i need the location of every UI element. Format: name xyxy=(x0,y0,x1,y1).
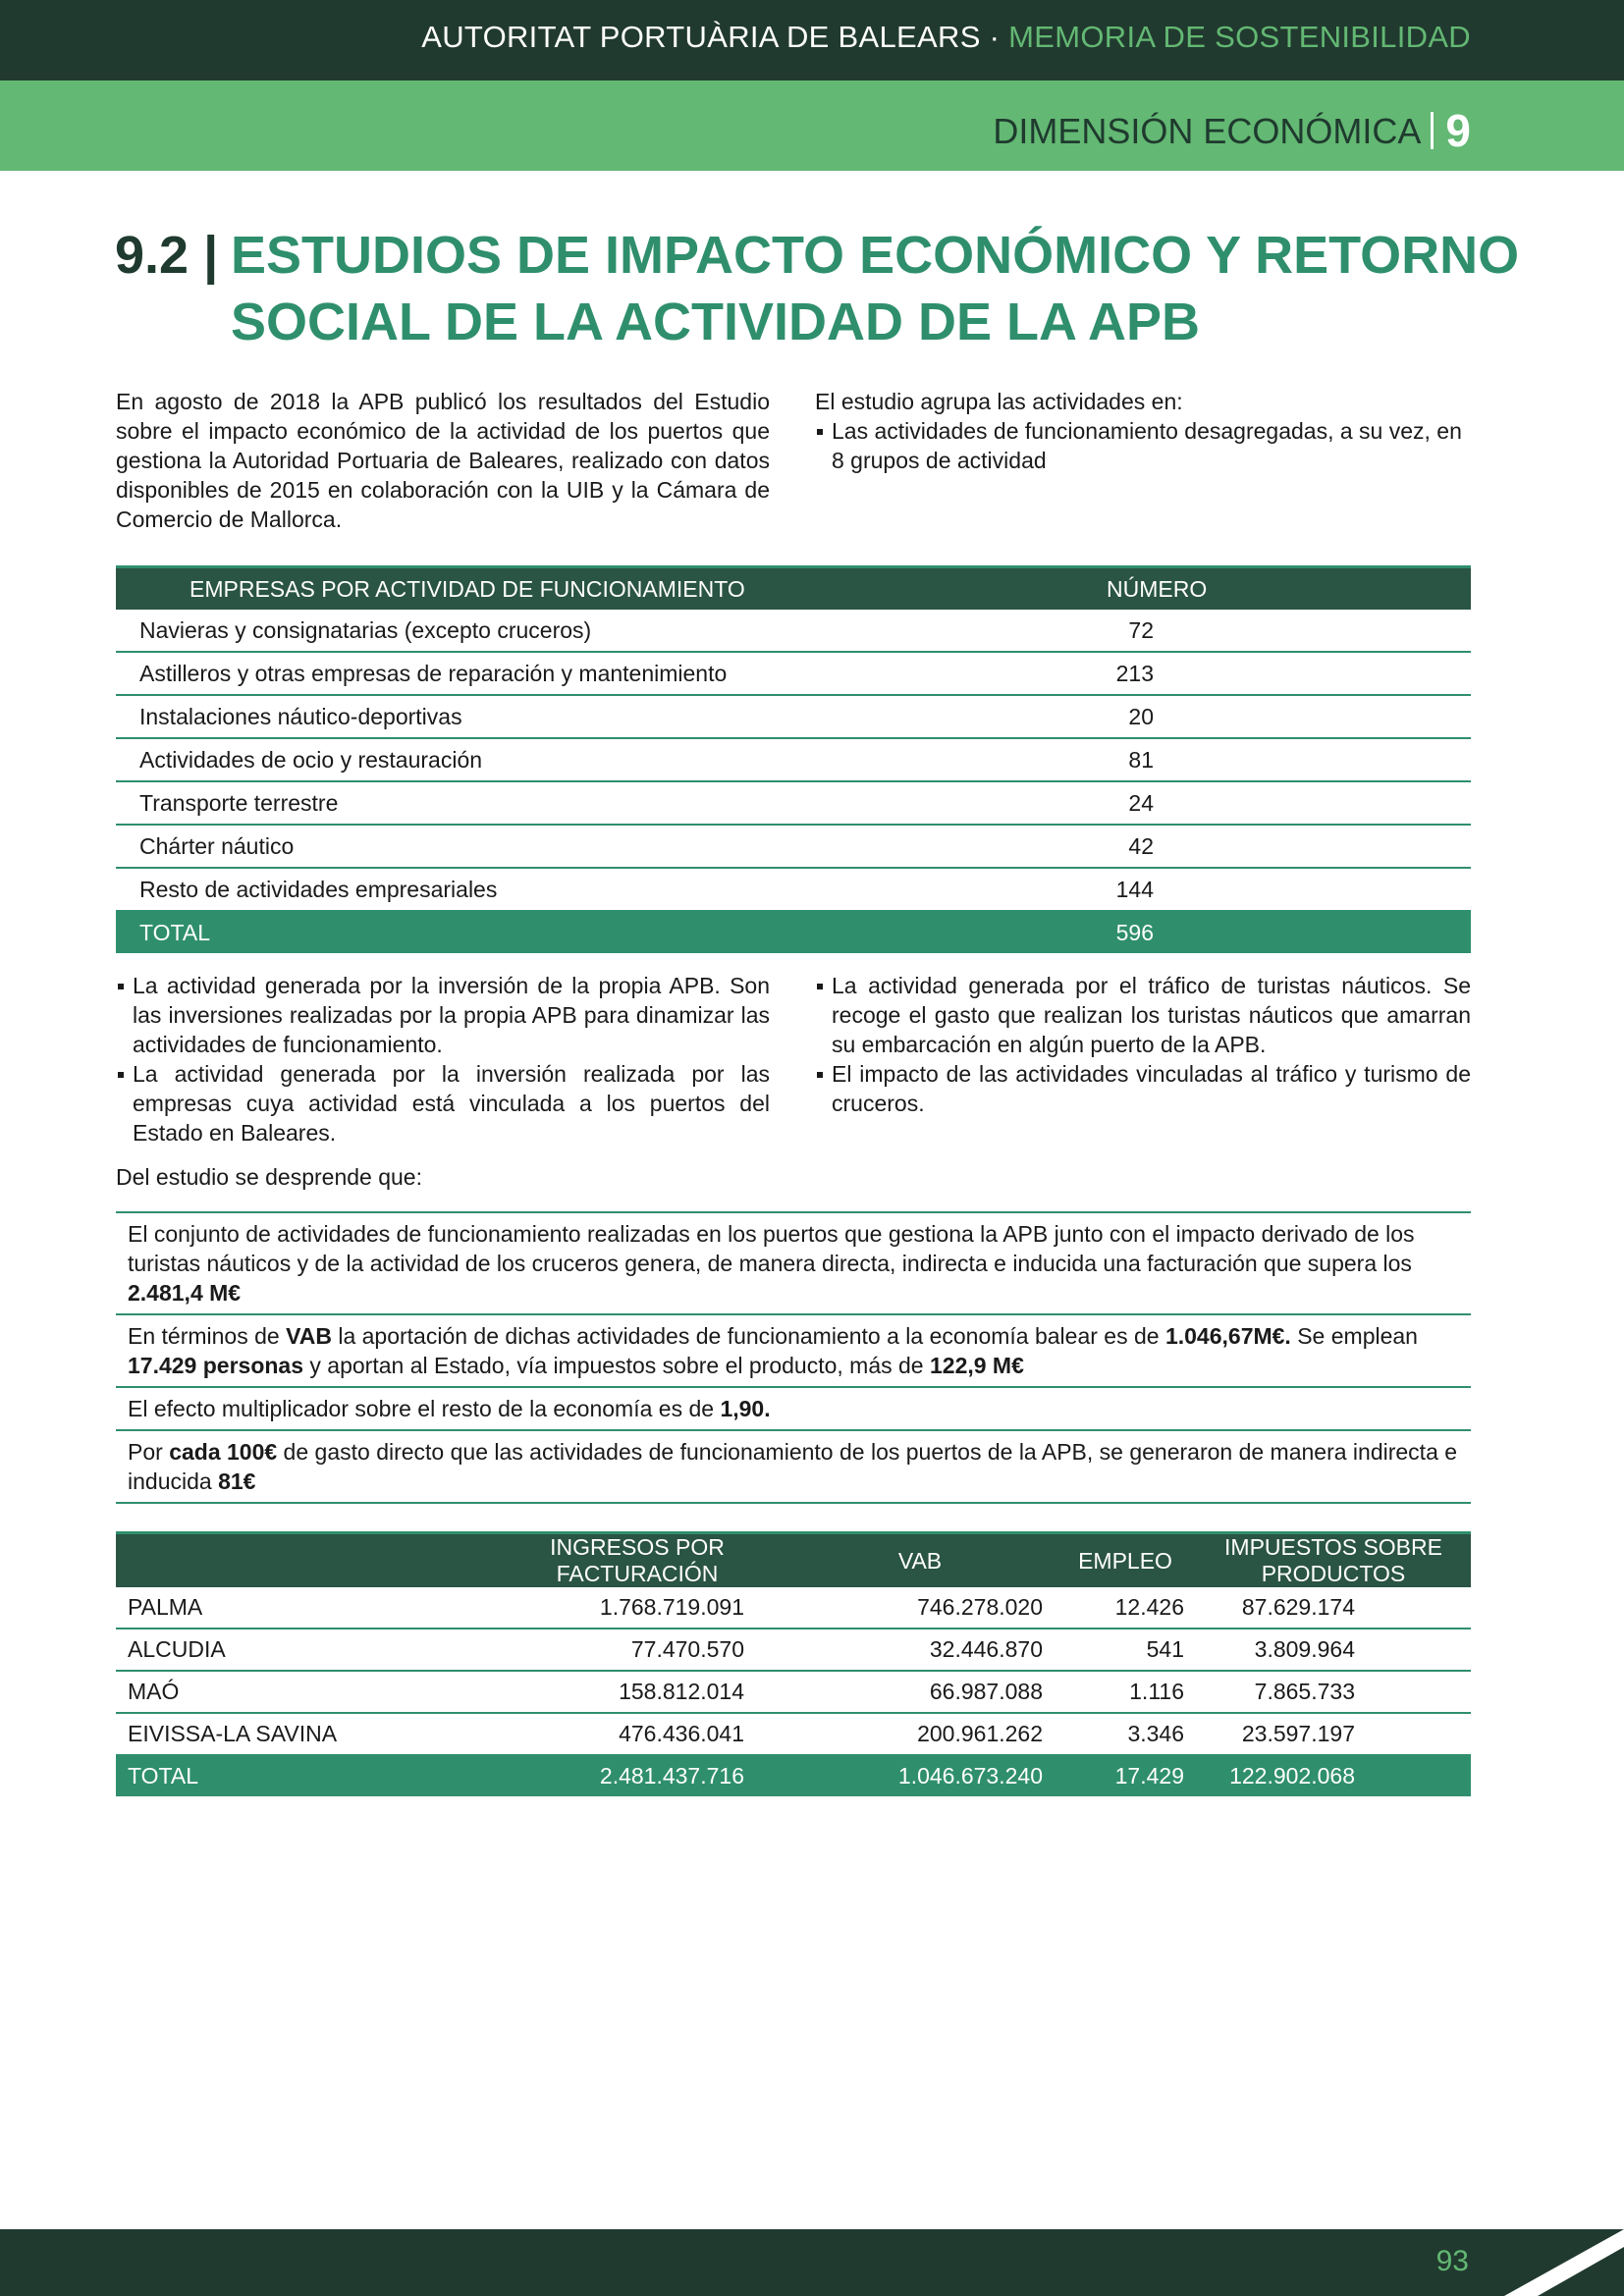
activity-name: Actividades de ocio y restauración xyxy=(116,738,1107,781)
table-row xyxy=(116,1671,1471,1713)
activity-name: Resto de actividades empresariales xyxy=(116,868,1107,911)
table-row xyxy=(116,652,1471,695)
section-name: DIMENSIÓN ECONÓMICA xyxy=(993,111,1422,151)
finding-text: Se emplean xyxy=(1290,1323,1418,1349)
finding-highlight: 17.429 personas xyxy=(128,1353,304,1378)
section-divider xyxy=(1431,112,1434,149)
top-banner xyxy=(0,0,1624,80)
list-item: La actividad generada por el tráfico de turistas náuticos. Se recoge el gasto que realizan los turistas náuticos que amarran su embarcación en algún puerto de la APB. xyxy=(815,971,1471,1059)
column-header-number: NÚMERO xyxy=(1107,567,1471,611)
column-header xyxy=(116,1533,489,1588)
cell-value: 17.429 xyxy=(1055,1755,1196,1796)
finding-text: El efecto multiplicador sobre el resto de la economía es de xyxy=(128,1396,721,1421)
port-name: EIVISSA-LA SAVINA xyxy=(116,1713,489,1755)
cell-value: 746.278.020 xyxy=(785,1587,1055,1629)
total-label: TOTAL xyxy=(116,911,1107,953)
company-count: 81 xyxy=(1107,738,1471,781)
company-count: 20 xyxy=(1107,695,1471,738)
finding-text: la aportación de dichas actividades de funcionamiento a la economía balear es de xyxy=(331,1323,1165,1349)
cell-value: 2.481.437.716 xyxy=(489,1755,785,1796)
table-row xyxy=(116,738,1471,781)
finding-highlight: 1,90. xyxy=(720,1396,771,1421)
intro-right xyxy=(815,387,1471,475)
organization-name: AUTORITAT PORTUÀRIA DE BALEARS xyxy=(421,20,981,54)
heading-title: ESTUDIOS DE IMPACTO ECONÓMICO Y RETORNO SOCIAL DE LA ACTIVIDAD DE LA APB xyxy=(231,226,1520,351)
finding-text: y aportan al Estado, vía impuestos sobre el producto, más de xyxy=(303,1353,930,1378)
cell-value: 158.812.014 xyxy=(489,1671,785,1713)
total-row xyxy=(116,911,1471,953)
cell-value: 476.436.041 xyxy=(489,1713,785,1755)
column-header: VAB xyxy=(785,1533,1055,1588)
conclusion-lead: Del estudio se desprende que: xyxy=(116,1164,422,1190)
activity-name: Transporte terrestre xyxy=(116,781,1107,825)
cell-value: 66.987.088 xyxy=(785,1671,1055,1713)
port-name: ALCUDIA xyxy=(116,1629,489,1671)
company-count: 144 xyxy=(1107,868,1471,911)
finding-box xyxy=(116,1388,1471,1431)
table-header-row xyxy=(116,567,1471,611)
cell-value: 1.046.673.240 xyxy=(785,1755,1055,1796)
port-name: TOTAL xyxy=(116,1755,489,1796)
page-number: 93 xyxy=(1435,2245,1469,2277)
company-count: 72 xyxy=(1107,610,1471,652)
table-row xyxy=(116,825,1471,868)
cell-value: 122.902.068 xyxy=(1196,1755,1471,1796)
column-header: INGRESOS POR FACTURACIÓN xyxy=(489,1533,785,1588)
cell-value: 541 xyxy=(1055,1629,1196,1671)
company-count: 24 xyxy=(1107,781,1471,825)
table-row xyxy=(116,610,1471,652)
report-title xyxy=(421,20,1471,55)
finding-highlight: 122,9 M€ xyxy=(929,1353,1024,1378)
list-item: Las actividades de funcionamiento desagregadas, a su vez, en 8 grupos de actividad xyxy=(815,416,1471,475)
finding-highlight: 2.481,4 M€ xyxy=(128,1280,242,1306)
activity-name: Instalaciones náutico-deportivas xyxy=(116,695,1107,738)
table-row xyxy=(116,1629,1471,1671)
footer-bar xyxy=(0,2229,1624,2296)
finding-highlight: 1.046,67M€. xyxy=(1164,1323,1291,1349)
total-value: 596 xyxy=(1107,911,1471,953)
finding-text: de gasto directo que las actividades de funcionamiento de los puertos de la APB, se generaron de manera indirecta e inducida xyxy=(128,1439,1458,1494)
column-header: IMPUESTOS SOBRE PRODUCTOS xyxy=(1196,1533,1471,1588)
cell-value: 32.446.870 xyxy=(785,1629,1055,1671)
table-row xyxy=(116,695,1471,738)
column-header-activity: EMPRESAS POR ACTIVIDAD DE FUNCIONAMIENTO xyxy=(116,567,1107,611)
finding-box xyxy=(116,1213,1471,1315)
cell-value: 1.116 xyxy=(1055,1671,1196,1713)
section-label xyxy=(993,104,1471,157)
cell-value: 12.426 xyxy=(1055,1587,1196,1629)
total-row xyxy=(116,1755,1471,1796)
footer-stripe-decoration xyxy=(1487,2229,1624,2296)
intro-paragraph: En agosto de 2018 la APB publicó los resultados del Estudio sobre el impacto económico de la actividad de los puertos que gestiona la Autoridad Portuaria de Baleares, realizado con datos disponibles de 2015 en colaboración con la UIB y la Cámara de Comercio de Mallorca. xyxy=(116,389,770,532)
table-row xyxy=(116,1587,1471,1629)
findings-list xyxy=(116,1211,1471,1504)
cell-value: 3.346 xyxy=(1055,1713,1196,1755)
table-header-row xyxy=(116,1533,1471,1588)
bullets-left xyxy=(116,971,770,1148)
cell-value: 23.597.197 xyxy=(1196,1713,1471,1755)
cell-value: 87.629.174 xyxy=(1196,1587,1471,1629)
finding-text: Por xyxy=(128,1439,170,1465)
port-name: MAÓ xyxy=(116,1671,489,1713)
table-row xyxy=(116,1713,1471,1755)
company-count: 42 xyxy=(1107,825,1471,868)
cell-value: 200.961.262 xyxy=(785,1713,1055,1755)
activity-name: Navieras y consignatarias (excepto cruceros) xyxy=(116,610,1107,652)
cell-value: 77.470.570 xyxy=(489,1629,785,1671)
finding-box xyxy=(116,1315,1471,1388)
section-number: 9 xyxy=(1445,105,1471,156)
finding-text: En términos de xyxy=(128,1323,287,1349)
cell-value: 1.768.719.091 xyxy=(489,1587,785,1629)
list-item: La actividad generada por la inversión de la propia APB. Son las inversiones realizadas por la propia APB para dinamizar las actividades de funcionamiento. xyxy=(116,971,770,1059)
finding-highlight: VAB xyxy=(286,1323,332,1349)
finding-text: El conjunto de actividades de funcionamiento realizadas en los puertos que gestiona la APB junto con el impacto derivado de los turistas náuticos y de la actividad de los cruceros genera, de manera directa, indirecta e inducida una facturación que supera los xyxy=(128,1221,1415,1276)
ports-table xyxy=(116,1531,1471,1796)
activity-name: Chárter náutico xyxy=(116,825,1107,868)
cell-value: 3.809.964 xyxy=(1196,1629,1471,1671)
table-row xyxy=(116,868,1471,911)
column-header: EMPLEO xyxy=(1055,1533,1196,1588)
company-count: 213 xyxy=(1107,652,1471,695)
section-banner xyxy=(0,80,1624,171)
port-name: PALMA xyxy=(116,1587,489,1629)
bullets-right xyxy=(815,971,1471,1118)
title-separator: · xyxy=(980,20,1009,54)
finding-highlight: cada 100€ xyxy=(169,1439,278,1465)
intro-right-lead: El estudio agrupa las actividades en: xyxy=(815,389,1183,414)
finding-box xyxy=(116,1431,1471,1504)
finding-highlight: 81€ xyxy=(218,1468,256,1494)
heading-number: 9.2 | xyxy=(115,226,219,285)
cell-value: 7.865.733 xyxy=(1196,1671,1471,1713)
list-item: El impacto de las actividades vinculadas al tráfico y turismo de cruceros. xyxy=(815,1059,1471,1118)
activity-name: Astilleros y otras empresas de reparación y mantenimiento xyxy=(116,652,1107,695)
companies-table xyxy=(116,565,1471,953)
list-item: La actividad generada por la inversión realizada por las empresas cuya actividad está vinculada a los puertos del Estado en Baleares. xyxy=(116,1059,770,1148)
activity-groups-list xyxy=(815,416,1471,475)
table-row xyxy=(116,781,1471,825)
report-name: MEMORIA DE SOSTENIBILIDAD xyxy=(1008,20,1471,54)
